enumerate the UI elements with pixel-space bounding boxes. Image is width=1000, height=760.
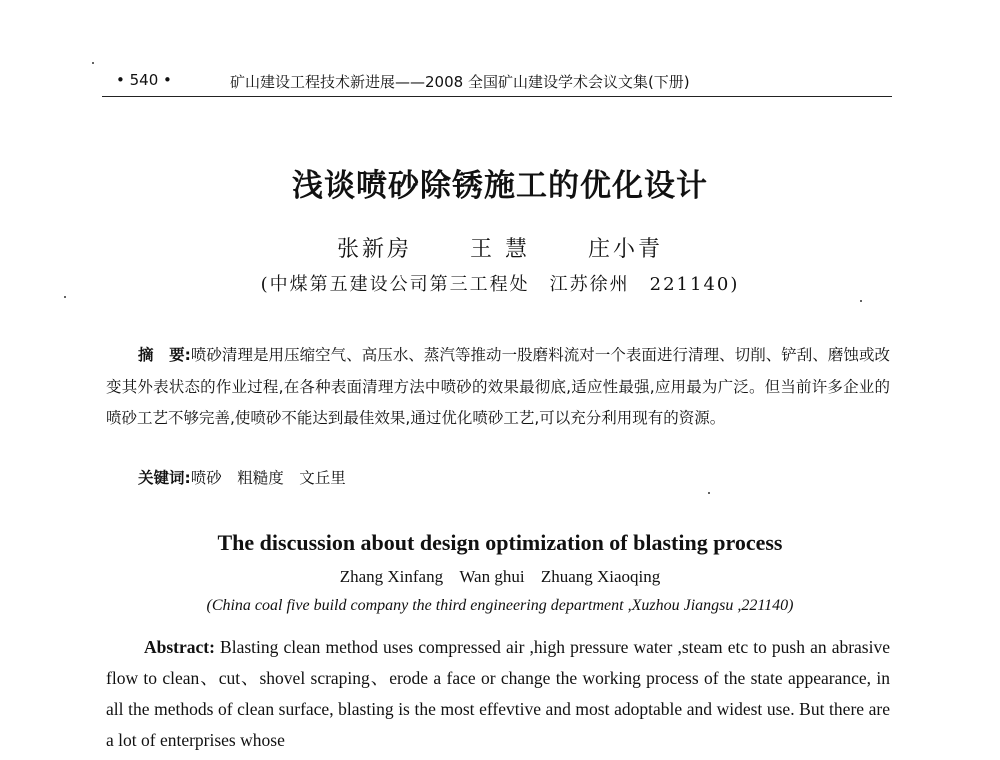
affiliation-en — [0, 597, 1000, 615]
author-cn: 王 慧 — [470, 237, 530, 262]
authors-cn — [0, 232, 1000, 263]
scan-speck — [860, 300, 862, 302]
running-header — [102, 66, 892, 97]
author-en: Zhang Xinfang — [339, 567, 444, 586]
scan-speck — [64, 296, 66, 298]
abstract-text-en: Blasting clean method uses compressed air ,high pressure water ,steam etc to push an abrasive flow to clean、cut、shovel scraping、erode a face or change the working process of the state appearance, in all the methods of clean surface, blasting is the most effevtive and most adoptable and widest use. But there are a lot of enterprises whose — [106, 637, 890, 750]
authors-en — [0, 567, 1000, 587]
abstract-label-cn: 摘 要: — [138, 346, 191, 364]
author-cn: 庄小青 — [588, 237, 664, 262]
page-number: • 540 • — [116, 71, 172, 89]
affiliation-cn: (中煤第五建设公司第三工程处 江苏徐州 221140) — [260, 274, 740, 295]
author-cn: 张新房 — [336, 237, 412, 262]
keywords-text-cn: 喷砂 粗糙度 文丘里 — [190, 469, 346, 487]
author-en: Wan ghui — [459, 567, 525, 586]
scan-speck — [708, 492, 710, 494]
abstract-en — [106, 632, 890, 756]
abstract-label-en: Abstract: — [144, 637, 215, 657]
keywords-label-cn: 关键词: — [138, 469, 191, 487]
abstract-cn — [106, 340, 890, 435]
paper-title-cn: 浅谈喷砂除锈施工的优化设计 — [292, 168, 708, 204]
running-title: 矿山建设工程技术新进展——2008 全国矿山建设学术会议文集(下册) — [230, 73, 690, 91]
affiliation-text-en: (China coal five build company the third engineering department ,Xuzhou Jiangsu ,221140) — [206, 597, 794, 614]
keywords-cn — [138, 466, 346, 488]
abstract-text-cn: 喷砂清理是用压缩空气、高压水、蒸汽等推动一股磨料流对一个表面进行清理、切削、铲刮、磨蚀或改变其外表状态的作业过程,在各种表面清理方法中喷砂的效果最彻底,适应性最强,应用最为广泛。但当前许多企业的喷砂工艺不够完善,使喷砂不能达到最佳效果,通过优化喷砂工艺,可以充分利用现有的资源。 — [106, 346, 890, 427]
paper-title-en: The discussion about design optimization of blasting process — [217, 530, 783, 555]
scan-speck — [92, 62, 94, 64]
author-en: Zhuang Xiaoqing — [540, 567, 661, 586]
